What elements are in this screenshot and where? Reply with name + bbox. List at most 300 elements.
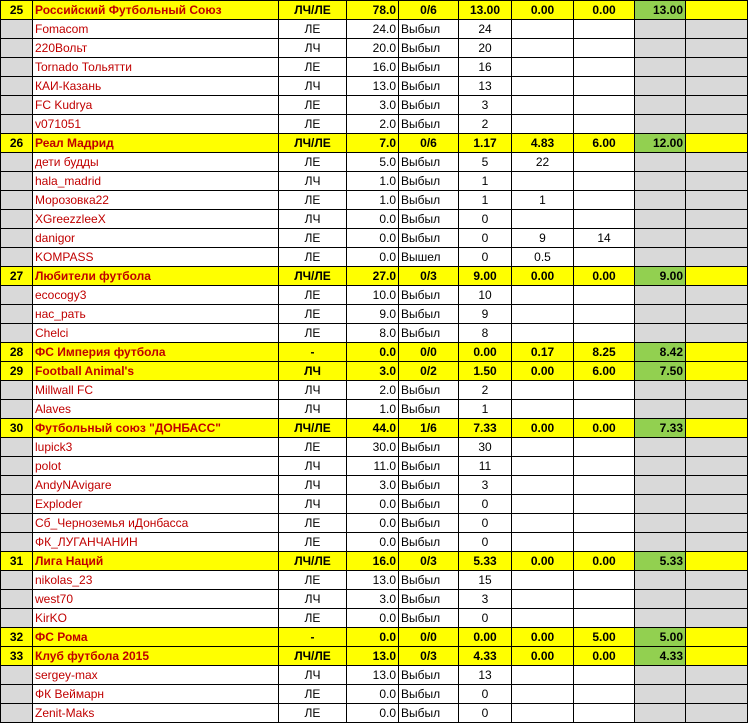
- value-cell-2[interactable]: [512, 514, 574, 533]
- name-cell[interactable]: ФК Веймарн: [33, 685, 279, 704]
- rank-cell[interactable]: [1, 77, 33, 96]
- value-cell-1[interactable]: 15: [459, 571, 512, 590]
- value-cell-1[interactable]: 3: [459, 96, 512, 115]
- points-cell[interactable]: 0.0: [347, 343, 399, 362]
- value-cell-2[interactable]: 0.17: [512, 343, 574, 362]
- value-cell-3[interactable]: 0.00: [574, 1, 635, 20]
- player-row[interactable]: [1, 457, 748, 476]
- name-cell[interactable]: нас_рать: [33, 305, 279, 324]
- total-cell[interactable]: [635, 495, 686, 514]
- value-cell-2[interactable]: [512, 400, 574, 419]
- total-cell[interactable]: [635, 172, 686, 191]
- status-cell[interactable]: Выбыл: [399, 115, 459, 134]
- value-cell-3[interactable]: 0.00: [574, 267, 635, 286]
- total-cell[interactable]: [635, 305, 686, 324]
- empty-cell[interactable]: [686, 590, 748, 609]
- status-cell[interactable]: Выбыл: [399, 571, 459, 590]
- value-cell-3[interactable]: [574, 495, 635, 514]
- player-row[interactable]: [1, 609, 748, 628]
- total-cell[interactable]: [635, 400, 686, 419]
- value-cell-3[interactable]: [574, 533, 635, 552]
- total-cell[interactable]: [635, 248, 686, 267]
- league-type-cell[interactable]: -: [279, 343, 347, 362]
- status-cell[interactable]: Выбыл: [399, 533, 459, 552]
- total-cell[interactable]: 9.00: [635, 267, 686, 286]
- league-type-cell[interactable]: ЛЧ: [279, 590, 347, 609]
- player-row[interactable]: [1, 115, 748, 134]
- rank-cell[interactable]: [1, 39, 33, 58]
- value-cell-1[interactable]: 0.00: [459, 343, 512, 362]
- value-cell-1[interactable]: 9: [459, 305, 512, 324]
- total-cell[interactable]: [635, 457, 686, 476]
- name-cell[interactable]: ФС Рома: [33, 628, 279, 647]
- points-cell[interactable]: 5.0: [347, 153, 399, 172]
- points-cell[interactable]: 0.0: [347, 609, 399, 628]
- points-cell[interactable]: 3.0: [347, 96, 399, 115]
- name-cell[interactable]: Football Animal's: [33, 362, 279, 381]
- name-cell[interactable]: KOMPASS: [33, 248, 279, 267]
- league-type-cell[interactable]: ЛЧ: [279, 457, 347, 476]
- total-cell[interactable]: [635, 324, 686, 343]
- name-cell[interactable]: lupick3: [33, 438, 279, 457]
- empty-cell[interactable]: [686, 58, 748, 77]
- name-cell[interactable]: v071051: [33, 115, 279, 134]
- rank-cell[interactable]: [1, 58, 33, 77]
- team-row[interactable]: [1, 552, 748, 571]
- value-cell-1[interactable]: 1: [459, 400, 512, 419]
- status-cell[interactable]: Выбыл: [399, 685, 459, 704]
- name-cell[interactable]: Alaves: [33, 400, 279, 419]
- player-row[interactable]: [1, 514, 748, 533]
- points-cell[interactable]: 9.0: [347, 305, 399, 324]
- rank-cell[interactable]: [1, 248, 33, 267]
- league-type-cell[interactable]: ЛЧ: [279, 77, 347, 96]
- rank-cell[interactable]: [1, 305, 33, 324]
- value-cell-2[interactable]: [512, 58, 574, 77]
- value-cell-2[interactable]: [512, 571, 574, 590]
- value-cell-3[interactable]: [574, 305, 635, 324]
- value-cell-2[interactable]: [512, 210, 574, 229]
- value-cell-3[interactable]: [574, 58, 635, 77]
- empty-cell[interactable]: [686, 134, 748, 153]
- empty-cell[interactable]: [686, 381, 748, 400]
- player-row[interactable]: [1, 20, 748, 39]
- rank-cell[interactable]: [1, 286, 33, 305]
- rank-cell[interactable]: 25: [1, 1, 33, 20]
- status-cell[interactable]: Выбыл: [399, 153, 459, 172]
- league-type-cell[interactable]: ЛЕ: [279, 609, 347, 628]
- team-row[interactable]: [1, 134, 748, 153]
- rank-cell[interactable]: [1, 115, 33, 134]
- name-cell[interactable]: Реал Мадрид: [33, 134, 279, 153]
- value-cell-1[interactable]: 0: [459, 704, 512, 723]
- rank-cell[interactable]: [1, 666, 33, 685]
- league-type-cell[interactable]: ЛЕ: [279, 229, 347, 248]
- name-cell[interactable]: Millwall FC: [33, 381, 279, 400]
- value-cell-1[interactable]: 4.33: [459, 647, 512, 666]
- value-cell-3[interactable]: [574, 172, 635, 191]
- total-cell[interactable]: 12.00: [635, 134, 686, 153]
- value-cell-1[interactable]: 20: [459, 39, 512, 58]
- value-cell-1[interactable]: 1: [459, 172, 512, 191]
- league-type-cell[interactable]: ЛЧ/ЛЕ: [279, 647, 347, 666]
- status-cell[interactable]: Выбыл: [399, 210, 459, 229]
- team-row[interactable]: [1, 628, 748, 647]
- player-row[interactable]: [1, 476, 748, 495]
- points-cell[interactable]: 13.0: [347, 647, 399, 666]
- name-cell[interactable]: Zenit-Maks: [33, 704, 279, 723]
- value-cell-2[interactable]: [512, 286, 574, 305]
- value-cell-2[interactable]: 0.5: [512, 248, 574, 267]
- status-cell[interactable]: Выбыл: [399, 77, 459, 96]
- status-cell[interactable]: 1/6: [399, 419, 459, 438]
- value-cell-2[interactable]: [512, 495, 574, 514]
- value-cell-3[interactable]: [574, 685, 635, 704]
- status-cell[interactable]: 0/2: [399, 362, 459, 381]
- name-cell[interactable]: Tornado Тольятти: [33, 58, 279, 77]
- name-cell[interactable]: 220Вольт: [33, 39, 279, 58]
- player-row[interactable]: [1, 96, 748, 115]
- status-cell[interactable]: Выбыл: [399, 305, 459, 324]
- value-cell-1[interactable]: 1.17: [459, 134, 512, 153]
- status-cell[interactable]: 0/3: [399, 647, 459, 666]
- value-cell-1[interactable]: 2: [459, 115, 512, 134]
- total-cell[interactable]: [635, 381, 686, 400]
- value-cell-2[interactable]: 0.00: [512, 647, 574, 666]
- empty-cell[interactable]: [686, 571, 748, 590]
- status-cell[interactable]: Выбыл: [399, 609, 459, 628]
- value-cell-1[interactable]: 0: [459, 514, 512, 533]
- league-type-cell[interactable]: ЛЕ: [279, 704, 347, 723]
- value-cell-3[interactable]: [574, 438, 635, 457]
- value-cell-2[interactable]: 0.00: [512, 362, 574, 381]
- status-cell[interactable]: Вышел: [399, 248, 459, 267]
- league-type-cell[interactable]: ЛЧ/ЛЕ: [279, 552, 347, 571]
- value-cell-3[interactable]: [574, 324, 635, 343]
- value-cell-1[interactable]: 0: [459, 210, 512, 229]
- points-cell[interactable]: 78.0: [347, 1, 399, 20]
- value-cell-2[interactable]: [512, 533, 574, 552]
- rank-cell[interactable]: [1, 96, 33, 115]
- league-type-cell[interactable]: ЛЕ: [279, 286, 347, 305]
- status-cell[interactable]: Выбыл: [399, 666, 459, 685]
- name-cell[interactable]: AndyNAvigare: [33, 476, 279, 495]
- player-row[interactable]: [1, 495, 748, 514]
- empty-cell[interactable]: [686, 324, 748, 343]
- status-cell[interactable]: Выбыл: [399, 381, 459, 400]
- empty-cell[interactable]: [686, 115, 748, 134]
- league-type-cell[interactable]: ЛЕ: [279, 305, 347, 324]
- value-cell-3[interactable]: [574, 248, 635, 267]
- value-cell-3[interactable]: [574, 115, 635, 134]
- team-row[interactable]: [1, 267, 748, 286]
- rank-cell[interactable]: [1, 457, 33, 476]
- status-cell[interactable]: Выбыл: [399, 324, 459, 343]
- empty-cell[interactable]: [686, 419, 748, 438]
- rank-cell[interactable]: [1, 381, 33, 400]
- league-type-cell[interactable]: -: [279, 628, 347, 647]
- status-cell[interactable]: Выбыл: [399, 476, 459, 495]
- value-cell-2[interactable]: [512, 305, 574, 324]
- rank-cell[interactable]: [1, 476, 33, 495]
- empty-cell[interactable]: [686, 229, 748, 248]
- player-row[interactable]: [1, 571, 748, 590]
- rank-cell[interactable]: [1, 571, 33, 590]
- value-cell-1[interactable]: 0.00: [459, 628, 512, 647]
- league-type-cell[interactable]: ЛЧ: [279, 172, 347, 191]
- points-cell[interactable]: 3.0: [347, 476, 399, 495]
- team-row[interactable]: [1, 343, 748, 362]
- league-type-cell[interactable]: ЛЧ: [279, 476, 347, 495]
- points-cell[interactable]: 13.0: [347, 666, 399, 685]
- points-cell[interactable]: 10.0: [347, 286, 399, 305]
- total-cell[interactable]: [635, 533, 686, 552]
- name-cell[interactable]: Exploder: [33, 495, 279, 514]
- points-cell[interactable]: 2.0: [347, 381, 399, 400]
- value-cell-3[interactable]: [574, 191, 635, 210]
- league-type-cell[interactable]: ЛЕ: [279, 153, 347, 172]
- status-cell[interactable]: 0/0: [399, 343, 459, 362]
- league-type-cell[interactable]: ЛЕ: [279, 438, 347, 457]
- league-type-cell[interactable]: ЛЕ: [279, 571, 347, 590]
- league-type-cell[interactable]: ЛЕ: [279, 248, 347, 267]
- value-cell-3[interactable]: [574, 153, 635, 172]
- value-cell-1[interactable]: 1.50: [459, 362, 512, 381]
- total-cell[interactable]: [635, 77, 686, 96]
- points-cell[interactable]: 0.0: [347, 210, 399, 229]
- value-cell-2[interactable]: 0.00: [512, 267, 574, 286]
- player-row[interactable]: [1, 381, 748, 400]
- points-cell[interactable]: 3.0: [347, 590, 399, 609]
- value-cell-2[interactable]: 0.00: [512, 552, 574, 571]
- rank-cell[interactable]: [1, 438, 33, 457]
- total-cell[interactable]: [635, 96, 686, 115]
- rank-cell[interactable]: [1, 210, 33, 229]
- value-cell-3[interactable]: 0.00: [574, 647, 635, 666]
- total-cell[interactable]: [635, 571, 686, 590]
- value-cell-1[interactable]: 3: [459, 590, 512, 609]
- status-cell[interactable]: Выбыл: [399, 191, 459, 210]
- empty-cell[interactable]: [686, 685, 748, 704]
- league-type-cell[interactable]: ЛЕ: [279, 58, 347, 77]
- league-type-cell[interactable]: ЛЧ/ЛЕ: [279, 1, 347, 20]
- value-cell-3[interactable]: [574, 39, 635, 58]
- league-type-cell[interactable]: ЛЧ: [279, 210, 347, 229]
- league-type-cell[interactable]: ЛЧ/ЛЕ: [279, 267, 347, 286]
- value-cell-3[interactable]: 6.00: [574, 134, 635, 153]
- league-type-cell[interactable]: ЛЧ: [279, 39, 347, 58]
- name-cell[interactable]: Лига Наций: [33, 552, 279, 571]
- value-cell-2[interactable]: 0.00: [512, 628, 574, 647]
- empty-cell[interactable]: [686, 609, 748, 628]
- total-cell[interactable]: [635, 590, 686, 609]
- points-cell[interactable]: 13.0: [347, 77, 399, 96]
- name-cell[interactable]: КАИ-Казань: [33, 77, 279, 96]
- value-cell-1[interactable]: 7.33: [459, 419, 512, 438]
- player-row[interactable]: [1, 324, 748, 343]
- rank-cell[interactable]: [1, 704, 33, 723]
- rank-cell[interactable]: 29: [1, 362, 33, 381]
- empty-cell[interactable]: [686, 20, 748, 39]
- player-row[interactable]: [1, 305, 748, 324]
- total-cell[interactable]: [635, 476, 686, 495]
- empty-cell[interactable]: [686, 153, 748, 172]
- name-cell[interactable]: Российский Футбольный Союз: [33, 1, 279, 20]
- value-cell-2[interactable]: 0.00: [512, 419, 574, 438]
- value-cell-2[interactable]: 4.83: [512, 134, 574, 153]
- total-cell[interactable]: [635, 229, 686, 248]
- rank-cell[interactable]: [1, 533, 33, 552]
- points-cell[interactable]: 24.0: [347, 20, 399, 39]
- value-cell-2[interactable]: [512, 666, 574, 685]
- empty-cell[interactable]: [686, 210, 748, 229]
- empty-cell[interactable]: [686, 666, 748, 685]
- value-cell-3[interactable]: [574, 286, 635, 305]
- value-cell-3[interactable]: 5.00: [574, 628, 635, 647]
- status-cell[interactable]: 0/6: [399, 1, 459, 20]
- value-cell-3[interactable]: 0.00: [574, 552, 635, 571]
- value-cell-3[interactable]: [574, 476, 635, 495]
- team-row[interactable]: [1, 647, 748, 666]
- total-cell[interactable]: [635, 39, 686, 58]
- points-cell[interactable]: 0.0: [347, 229, 399, 248]
- points-cell[interactable]: 0.0: [347, 514, 399, 533]
- value-cell-2[interactable]: [512, 476, 574, 495]
- empty-cell[interactable]: [686, 191, 748, 210]
- value-cell-1[interactable]: 0: [459, 685, 512, 704]
- team-row[interactable]: [1, 1, 748, 20]
- points-cell[interactable]: 0.0: [347, 248, 399, 267]
- total-cell[interactable]: 4.33: [635, 647, 686, 666]
- league-type-cell[interactable]: ЛЕ: [279, 324, 347, 343]
- total-cell[interactable]: 5.33: [635, 552, 686, 571]
- player-row[interactable]: [1, 248, 748, 267]
- player-row[interactable]: [1, 685, 748, 704]
- status-cell[interactable]: 0/3: [399, 552, 459, 571]
- status-cell[interactable]: Выбыл: [399, 20, 459, 39]
- status-cell[interactable]: Выбыл: [399, 286, 459, 305]
- value-cell-3[interactable]: 0.00: [574, 419, 635, 438]
- name-cell[interactable]: west70: [33, 590, 279, 609]
- player-row[interactable]: [1, 286, 748, 305]
- total-cell[interactable]: [635, 438, 686, 457]
- empty-cell[interactable]: [686, 305, 748, 324]
- points-cell[interactable]: 1.0: [347, 400, 399, 419]
- empty-cell[interactable]: [686, 495, 748, 514]
- empty-cell[interactable]: [686, 286, 748, 305]
- name-cell[interactable]: Fomacom: [33, 20, 279, 39]
- total-cell[interactable]: [635, 704, 686, 723]
- value-cell-1[interactable]: 10: [459, 286, 512, 305]
- status-cell[interactable]: 0/0: [399, 628, 459, 647]
- value-cell-2[interactable]: 0.00: [512, 1, 574, 20]
- value-cell-2[interactable]: 1: [512, 191, 574, 210]
- points-cell[interactable]: 0.0: [347, 685, 399, 704]
- value-cell-1[interactable]: 5.33: [459, 552, 512, 571]
- points-cell[interactable]: 1.0: [347, 191, 399, 210]
- value-cell-3[interactable]: [574, 96, 635, 115]
- value-cell-3[interactable]: [574, 514, 635, 533]
- status-cell[interactable]: Выбыл: [399, 438, 459, 457]
- status-cell[interactable]: Выбыл: [399, 495, 459, 514]
- total-cell[interactable]: [635, 286, 686, 305]
- status-cell[interactable]: 0/6: [399, 134, 459, 153]
- status-cell[interactable]: Выбыл: [399, 39, 459, 58]
- league-type-cell[interactable]: ЛЕ: [279, 685, 347, 704]
- value-cell-3[interactable]: [574, 609, 635, 628]
- player-row[interactable]: [1, 39, 748, 58]
- total-cell[interactable]: [635, 191, 686, 210]
- name-cell[interactable]: polot: [33, 457, 279, 476]
- league-type-cell[interactable]: ЛЧ: [279, 666, 347, 685]
- value-cell-1[interactable]: 2: [459, 381, 512, 400]
- points-cell[interactable]: 1.0: [347, 172, 399, 191]
- status-cell[interactable]: Выбыл: [399, 229, 459, 248]
- player-row[interactable]: [1, 229, 748, 248]
- rank-cell[interactable]: 33: [1, 647, 33, 666]
- team-row[interactable]: [1, 419, 748, 438]
- value-cell-1[interactable]: 3: [459, 476, 512, 495]
- rank-cell[interactable]: 27: [1, 267, 33, 286]
- rank-cell[interactable]: 28: [1, 343, 33, 362]
- league-type-cell[interactable]: ЛЧ: [279, 362, 347, 381]
- total-cell[interactable]: 8.42: [635, 343, 686, 362]
- empty-cell[interactable]: [686, 343, 748, 362]
- value-cell-3[interactable]: 8.25: [574, 343, 635, 362]
- player-row[interactable]: [1, 191, 748, 210]
- empty-cell[interactable]: [686, 514, 748, 533]
- empty-cell[interactable]: [686, 1, 748, 20]
- empty-cell[interactable]: [686, 77, 748, 96]
- name-cell[interactable]: ФК_ЛУГАНЧАНИН: [33, 533, 279, 552]
- name-cell[interactable]: дети будды: [33, 153, 279, 172]
- value-cell-3[interactable]: [574, 400, 635, 419]
- total-cell[interactable]: [635, 20, 686, 39]
- value-cell-3[interactable]: 14: [574, 229, 635, 248]
- points-cell[interactable]: 0.0: [347, 533, 399, 552]
- value-cell-3[interactable]: [574, 704, 635, 723]
- league-type-cell[interactable]: ЛЕ: [279, 96, 347, 115]
- name-cell[interactable]: XGreezzleeX: [33, 210, 279, 229]
- player-row[interactable]: [1, 172, 748, 191]
- total-cell[interactable]: [635, 685, 686, 704]
- team-row[interactable]: [1, 362, 748, 381]
- value-cell-2[interactable]: [512, 39, 574, 58]
- status-cell[interactable]: Выбыл: [399, 400, 459, 419]
- league-type-cell[interactable]: ЛЧ: [279, 400, 347, 419]
- league-type-cell[interactable]: ЛЕ: [279, 115, 347, 134]
- points-cell[interactable]: 13.0: [347, 571, 399, 590]
- value-cell-1[interactable]: 24: [459, 20, 512, 39]
- name-cell[interactable]: ФС Империя футбола: [33, 343, 279, 362]
- points-cell[interactable]: 11.0: [347, 457, 399, 476]
- empty-cell[interactable]: [686, 39, 748, 58]
- rank-cell[interactable]: 31: [1, 552, 33, 571]
- value-cell-1[interactable]: 11: [459, 457, 512, 476]
- league-type-cell[interactable]: ЛЧ/ЛЕ: [279, 419, 347, 438]
- name-cell[interactable]: hala_madrid: [33, 172, 279, 191]
- value-cell-2[interactable]: [512, 381, 574, 400]
- player-row[interactable]: [1, 210, 748, 229]
- empty-cell[interactable]: [686, 457, 748, 476]
- value-cell-2[interactable]: [512, 77, 574, 96]
- total-cell[interactable]: [635, 609, 686, 628]
- total-cell[interactable]: 7.50: [635, 362, 686, 381]
- player-row[interactable]: [1, 666, 748, 685]
- player-row[interactable]: [1, 533, 748, 552]
- value-cell-1[interactable]: 0: [459, 495, 512, 514]
- value-cell-1[interactable]: 13: [459, 666, 512, 685]
